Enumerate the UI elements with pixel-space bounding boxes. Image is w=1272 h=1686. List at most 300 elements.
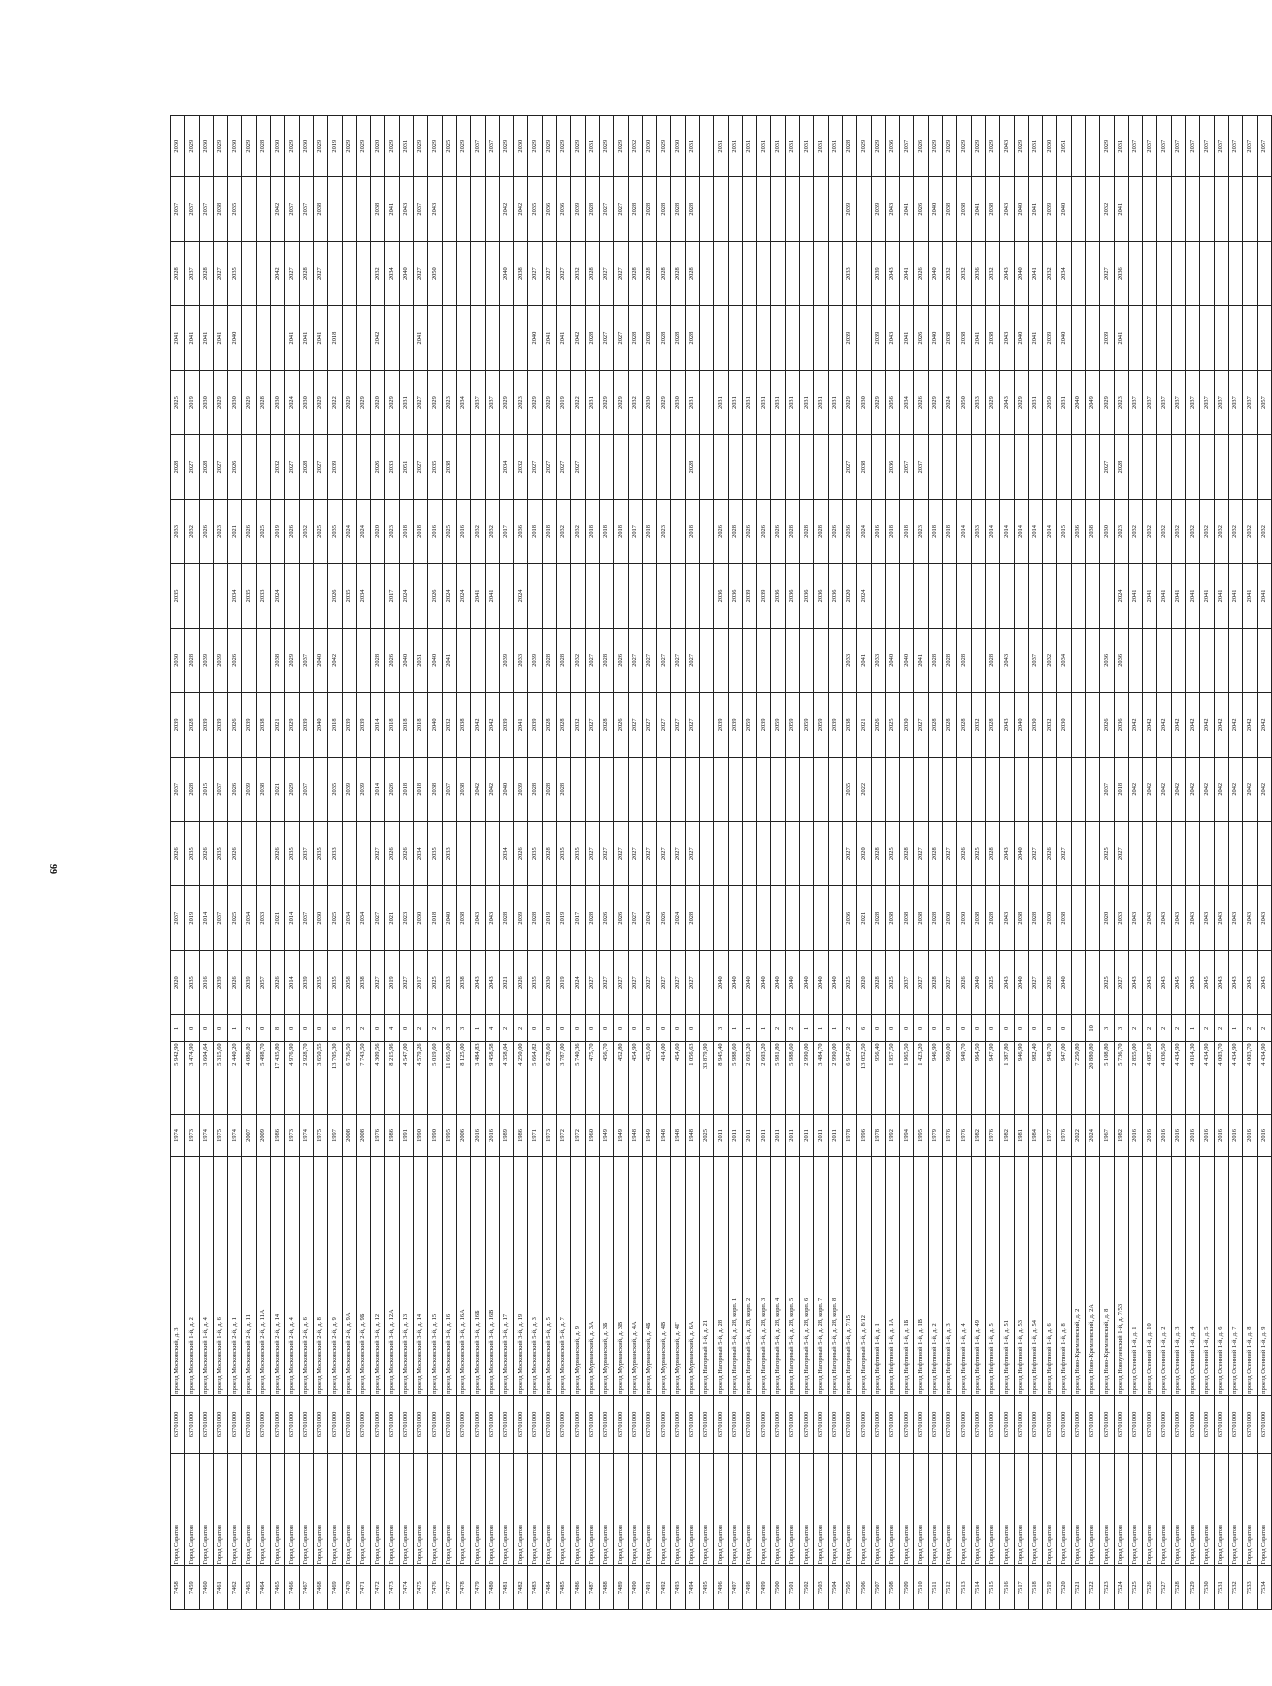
table-cell: 2034	[385, 241, 399, 305]
table-cell	[785, 435, 799, 499]
table-cell: 2042	[485, 757, 499, 821]
table-cell: 2028	[685, 435, 699, 499]
table-cell: 2042	[1186, 693, 1200, 757]
table-cell: 2037	[299, 822, 313, 886]
table-cell	[1214, 822, 1228, 886]
table-cell: 2039	[299, 950, 313, 1014]
table-cell: 2034	[900, 370, 914, 434]
table-cell: 2014	[1028, 499, 1042, 563]
table-cell	[728, 241, 742, 305]
table-cell	[771, 886, 785, 950]
table-cell: 2028	[542, 822, 556, 886]
table-cell: 2032	[1043, 628, 1057, 692]
table-cell: 2043	[1000, 370, 1014, 434]
table-cell: 2034	[342, 886, 356, 950]
table-cell: 2022	[328, 370, 342, 434]
table-row	[399, 116, 413, 1610]
table-cell: 2039	[528, 628, 542, 692]
table-row	[185, 116, 199, 1610]
table-cell: Город Саратов	[1086, 1454, 1100, 1566]
table-cell: 2027	[213, 435, 227, 499]
table-cell	[814, 177, 828, 241]
table-cell: 2029	[943, 116, 957, 177]
table-cell: 63701000	[800, 1395, 814, 1453]
table-cell: 2043	[1000, 306, 1014, 370]
table-cell: 63701000	[371, 1395, 385, 1453]
table-cell: 2040	[1014, 822, 1028, 886]
table-cell: 2023	[1114, 499, 1128, 563]
table-cell: 2040	[1071, 370, 1085, 434]
table-cell: 2011	[814, 1115, 828, 1157]
table-cell	[857, 241, 871, 305]
table-cell: 2031	[771, 116, 785, 177]
table-cell	[614, 757, 628, 821]
table-cell: 964,50	[971, 1042, 985, 1115]
table-cell: 2029	[285, 628, 299, 692]
table-cell: 2041	[1128, 564, 1142, 628]
table-cell	[814, 435, 828, 499]
table-cell: 2032	[985, 241, 999, 305]
table-cell: 0	[1014, 1015, 1028, 1042]
table-cell: 2041	[971, 306, 985, 370]
table-cell	[699, 241, 713, 305]
table-cell: 2	[842, 1015, 856, 1042]
table-cell	[771, 435, 785, 499]
table-cell	[771, 306, 785, 370]
table-cell: 0	[642, 1015, 656, 1042]
table-cell	[356, 628, 370, 692]
table-row	[1143, 116, 1157, 1610]
table-cell	[213, 564, 227, 628]
table-cell	[757, 306, 771, 370]
table-cell: 2028	[628, 177, 642, 241]
table-cell: 8	[271, 1015, 285, 1042]
table-row	[1186, 116, 1200, 1610]
table-cell	[657, 757, 671, 821]
table-cell: 2026	[1100, 693, 1114, 757]
table-cell: проезд Мурманский, д. 4В	[657, 1156, 671, 1395]
table-cell	[885, 564, 899, 628]
table-cell: 2031	[685, 370, 699, 434]
table-cell: Город Саратов	[499, 1454, 513, 1566]
table-cell: 2038	[885, 886, 899, 950]
table-cell: 2026	[757, 499, 771, 563]
table-cell	[828, 177, 842, 241]
table-cell: 2037	[485, 370, 499, 434]
table-cell	[957, 757, 971, 821]
table-cell: Город Саратов	[585, 1454, 599, 1566]
table-cell: 2021	[385, 886, 399, 950]
table-cell: 2028	[685, 177, 699, 241]
table-cell: 7476	[428, 1566, 442, 1610]
table-cell	[914, 757, 928, 821]
table-cell: 2039	[514, 757, 528, 821]
table-cell: 2043	[885, 241, 899, 305]
table-cell: 2033	[442, 950, 456, 1014]
table-cell: 7486	[571, 1566, 585, 1610]
table-cell: 2028	[943, 693, 957, 757]
table-cell: 2028	[185, 693, 199, 757]
table-cell: 2038	[428, 757, 442, 821]
table-cell: 1997	[328, 1115, 342, 1157]
table-cell: 2029	[213, 370, 227, 434]
table-cell: Город Саратов	[1214, 1454, 1228, 1566]
table-cell	[714, 241, 728, 305]
table-cell: 2058	[342, 950, 356, 1014]
table-cell: 2027	[842, 435, 856, 499]
table-cell: 7506	[857, 1566, 871, 1610]
table-cell	[1128, 177, 1142, 241]
table-cell: 4 434,90	[1200, 1042, 1214, 1115]
table-cell: 2043	[1143, 886, 1157, 950]
table-cell: 2009	[256, 1115, 270, 1157]
table-cell: 2031	[1057, 370, 1071, 434]
table-cell: 2026	[285, 499, 299, 563]
table-cell: 2	[514, 1015, 528, 1042]
table-cell: 2031	[828, 116, 842, 177]
table-cell: Город Саратов	[943, 1454, 957, 1566]
table-cell	[313, 564, 327, 628]
table-cell: 2041	[1243, 564, 1257, 628]
table-cell: Город Саратов	[642, 1454, 656, 1566]
table-cell	[471, 822, 485, 886]
table-cell: 2027	[628, 950, 642, 1014]
table-cell	[714, 306, 728, 370]
table-cell: 2029	[285, 693, 299, 757]
table-cell	[714, 757, 728, 821]
table-cell: 4 579,26	[414, 1042, 428, 1115]
table-cell: 946,90	[1014, 1042, 1028, 1115]
table-cell: 2040	[499, 757, 513, 821]
table-cell: 2035	[185, 950, 199, 1014]
table-cell: Город Саратов	[1157, 1454, 1171, 1566]
table-cell: 2016	[1200, 1115, 1214, 1157]
table-cell: 2019	[557, 950, 571, 1014]
table-cell: 2028	[199, 241, 213, 305]
table-cell	[928, 564, 942, 628]
table-cell: 2034	[1057, 628, 1071, 692]
table-cell: 2020	[371, 499, 385, 563]
table-cell: 0	[313, 1015, 327, 1042]
table-cell: 2032	[1157, 499, 1171, 563]
table-cell: 2036	[1114, 628, 1128, 692]
table-cell: 2035	[428, 822, 442, 886]
table-cell: Город Саратов	[1028, 1454, 1042, 1566]
table-cell: 2026	[1043, 822, 1057, 886]
table-cell: 1995	[914, 1115, 928, 1157]
table-cell: Город Саратов	[742, 1454, 756, 1566]
table-cell: 2042	[1243, 757, 1257, 821]
table-cell: 2041	[914, 628, 928, 692]
table-cell: 2026	[242, 499, 256, 563]
table-cell: 2040	[428, 628, 442, 692]
table-cell: Город Саратов	[728, 1454, 742, 1566]
table-cell	[385, 306, 399, 370]
table-cell: 1948	[657, 1115, 671, 1157]
table-cell: 2027	[671, 822, 685, 886]
table-cell: 2033	[1114, 886, 1128, 950]
table-cell: 6 736,50	[342, 1042, 356, 1115]
table-cell	[1128, 306, 1142, 370]
table-row	[599, 116, 613, 1610]
table-cell: 2039	[1043, 177, 1057, 241]
table-cell	[1186, 822, 1200, 886]
table-cell: 2029	[456, 116, 470, 177]
table-cell: 2043	[428, 177, 442, 241]
table-cell	[714, 822, 728, 886]
table-cell: 0	[185, 1015, 199, 1042]
table-cell: 2029	[285, 116, 299, 177]
table-cell: 2027	[914, 950, 928, 1014]
table-cell: 2028	[657, 241, 671, 305]
table-cell	[699, 116, 713, 177]
table-cell: 2024	[399, 564, 413, 628]
table-cell	[1071, 241, 1085, 305]
table-cell	[928, 435, 942, 499]
table-cell: 2015	[199, 757, 213, 821]
table-cell: 63701000	[1043, 1395, 1057, 1453]
table-cell: 2037	[1128, 116, 1142, 177]
table-cell	[342, 628, 356, 692]
table-cell: 7502	[800, 1566, 814, 1610]
table-cell: 2037	[171, 757, 185, 821]
table-cell: 63701000	[456, 1395, 470, 1453]
table-cell	[1086, 950, 1100, 1014]
table-cell: 2030	[171, 116, 185, 177]
table-cell: Город Саратов	[371, 1454, 385, 1566]
table-cell: 960,00	[943, 1042, 957, 1115]
table-cell: Город Саратов	[814, 1454, 828, 1566]
table-cell: 63701000	[628, 1395, 642, 1453]
table-cell	[1028, 435, 1042, 499]
table-cell: 2041	[1028, 241, 1042, 305]
table-row	[1043, 116, 1057, 1610]
table-cell: 7 250,80	[1071, 1042, 1085, 1115]
table-cell: 1974	[171, 1115, 185, 1157]
table-cell: 63701000	[1171, 1395, 1185, 1453]
table-cell: Город Саратов	[1000, 1454, 1014, 1566]
table-cell: 2043	[485, 950, 499, 1014]
table-cell: 7508	[885, 1566, 899, 1610]
table-cell: проезд Московский 3-й, д. 12	[371, 1156, 385, 1395]
table-cell: 2028	[185, 628, 199, 692]
table-cell: 2024	[642, 886, 656, 950]
table-cell	[785, 886, 799, 950]
table-cell: 2 855,00	[1128, 1042, 1142, 1115]
table-cell: 2038	[456, 886, 470, 950]
table-cell: 2042	[1143, 757, 1157, 821]
table-cell: 2029	[414, 116, 428, 177]
table-cell: 2049	[1086, 370, 1100, 434]
table-cell	[371, 564, 385, 628]
table-cell: 1	[1186, 1015, 1200, 1042]
table-cell: 2042	[271, 241, 285, 305]
table-cell: 2038	[943, 177, 957, 241]
table-cell: проезд Московский 5-й, д. 7	[557, 1156, 571, 1395]
table-cell: Город Саратов	[1071, 1454, 1085, 1566]
table-cell	[1071, 693, 1085, 757]
table-cell: 1949	[642, 1115, 656, 1157]
table-cell: 2017	[571, 886, 585, 950]
table-cell: 1 056,63	[685, 1042, 699, 1115]
table-cell	[356, 177, 370, 241]
table-cell: 2020	[1100, 886, 1114, 950]
table-cell	[971, 435, 985, 499]
table-cell: проезд Нагорный 5-й, д. 8/12	[857, 1156, 871, 1395]
table-cell	[771, 628, 785, 692]
table-cell	[599, 757, 613, 821]
table-cell: 2038	[943, 306, 957, 370]
table-cell	[442, 306, 456, 370]
table-cell: 2028	[499, 886, 513, 950]
table-cell	[757, 886, 771, 950]
table-cell: проезд Московский 2-й, д. 11А	[256, 1156, 270, 1395]
table-cell	[1086, 306, 1100, 370]
table-cell: 7510	[914, 1566, 928, 1610]
table-cell: 2041	[514, 693, 528, 757]
table-cell	[199, 564, 213, 628]
table-cell: 2031	[685, 116, 699, 177]
table-cell: Город Саратов	[1043, 1454, 1057, 1566]
table-cell: 2016	[456, 499, 470, 563]
table-cell: 2032	[299, 499, 313, 563]
table-cell: 63701000	[313, 1395, 327, 1453]
table-cell: Город Саратов	[542, 1454, 556, 1566]
table-row	[1014, 116, 1028, 1610]
table-cell: 2042	[1257, 757, 1271, 821]
table-cell	[342, 306, 356, 370]
table-cell: 2026	[428, 564, 442, 628]
table-cell: 2029	[242, 116, 256, 177]
table-cell: 2043	[1257, 886, 1271, 950]
table-cell: 1981	[1014, 1115, 1028, 1157]
table-cell: 2037	[471, 370, 485, 434]
table-cell	[928, 757, 942, 821]
table-cell: 2050	[957, 370, 971, 434]
table-cell: 3	[714, 1015, 728, 1042]
table-cell: 2040	[728, 950, 742, 1014]
table-cell: проезд Мурманский, д. 6А	[685, 1156, 699, 1395]
table-cell	[1086, 564, 1100, 628]
table-cell: 2041	[285, 306, 299, 370]
table-cell: проезд Московский 3-й, д. 16В	[485, 1156, 499, 1395]
table-row	[428, 116, 442, 1610]
table-cell	[657, 564, 671, 628]
table-cell	[871, 564, 885, 628]
table-cell: 2037	[299, 757, 313, 821]
table-cell	[728, 177, 742, 241]
table-cell	[1200, 241, 1214, 305]
table-cell: Город Саратов	[1143, 1454, 1157, 1566]
table-cell: 7494	[685, 1566, 699, 1610]
table-cell	[642, 564, 656, 628]
table-cell: 2026	[199, 822, 213, 886]
table-cell: 2030	[1043, 116, 1057, 177]
table-cell: 1973	[185, 1115, 199, 1157]
table-cell: 2032	[1214, 499, 1228, 563]
table-cell: 2029	[313, 116, 327, 177]
table-cell: 63701000	[728, 1395, 742, 1453]
table-cell: 2018	[585, 499, 599, 563]
table-cell	[1186, 306, 1200, 370]
table-cell: 2021	[228, 499, 242, 563]
table-cell: 4 003,70	[1243, 1042, 1257, 1115]
table-cell: проезд Нефтяной 1-й, д. 1В	[914, 1156, 928, 1395]
table-cell: 2032	[471, 499, 485, 563]
table-cell	[271, 306, 285, 370]
table-cell: 2036	[514, 499, 528, 563]
table-cell: 2029	[871, 370, 885, 434]
table-cell: 2040	[1057, 177, 1071, 241]
table-cell: 2042	[371, 306, 385, 370]
table-cell: 2031	[585, 370, 599, 434]
table-cell: 1994	[900, 1115, 914, 1157]
table-cell	[1171, 435, 1185, 499]
table-cell	[1200, 822, 1214, 886]
table-cell: 0	[256, 1015, 270, 1042]
table-cell: Город Саратов	[714, 1454, 728, 1566]
table-cell: 63701000	[328, 1395, 342, 1453]
table-cell: 1976	[985, 1115, 999, 1157]
table-cell: 2033	[442, 822, 456, 886]
table-cell: 2018	[685, 499, 699, 563]
table-cell: 7464	[256, 1566, 270, 1610]
table-row	[828, 116, 842, 1610]
table-cell: проезд Московский 2-й, д. 9	[328, 1156, 342, 1395]
table-cell: 1974	[199, 1115, 213, 1157]
table-cell	[857, 306, 871, 370]
table-cell	[1257, 177, 1271, 241]
table-cell: 2028	[800, 499, 814, 563]
table-cell: 2029	[557, 116, 571, 177]
table-cell: 2031	[399, 370, 413, 434]
table-cell: 2032	[571, 693, 585, 757]
table-cell: 5 108,80	[1100, 1042, 1114, 1115]
table-cell: 8 125,00	[456, 1042, 470, 1115]
table-cell: 2041	[299, 306, 313, 370]
table-cell: 7483	[528, 1566, 542, 1610]
table-cell: 453,60	[642, 1042, 656, 1115]
table-cell: 7514	[971, 1566, 985, 1610]
table-cell: 7474	[399, 1566, 413, 1610]
table-cell: 63701000	[1028, 1395, 1042, 1453]
table-cell: 2035	[242, 564, 256, 628]
table-cell: 2032	[571, 499, 585, 563]
table-cell: 2027	[1100, 435, 1114, 499]
table-cell: Город Саратов	[985, 1454, 999, 1566]
table-cell	[1157, 241, 1171, 305]
table-cell: 2037	[185, 177, 199, 241]
table-cell: 2038	[514, 241, 528, 305]
table-cell: 2034	[1057, 241, 1071, 305]
table-cell: 0	[542, 1015, 556, 1042]
table-cell: 2019	[385, 950, 399, 1014]
table-cell: 2028	[957, 628, 971, 692]
table-cell: 63701000	[356, 1395, 370, 1453]
table-cell: 1990	[428, 1115, 442, 1157]
table-cell: 63701000	[814, 1395, 828, 1453]
table-cell: 1	[742, 1015, 756, 1042]
table-cell	[599, 435, 613, 499]
table-cell: 2035	[328, 499, 342, 563]
table-cell	[1228, 177, 1242, 241]
table-cell: 2029	[842, 370, 856, 434]
table-cell: 2040	[528, 306, 542, 370]
table-cell: 2041	[1028, 306, 1042, 370]
table-cell	[1228, 822, 1242, 886]
table-cell: проезд Нагорный 5-й, д. 28, корп. 6	[800, 1156, 814, 1395]
table-cell: 2018	[385, 693, 399, 757]
